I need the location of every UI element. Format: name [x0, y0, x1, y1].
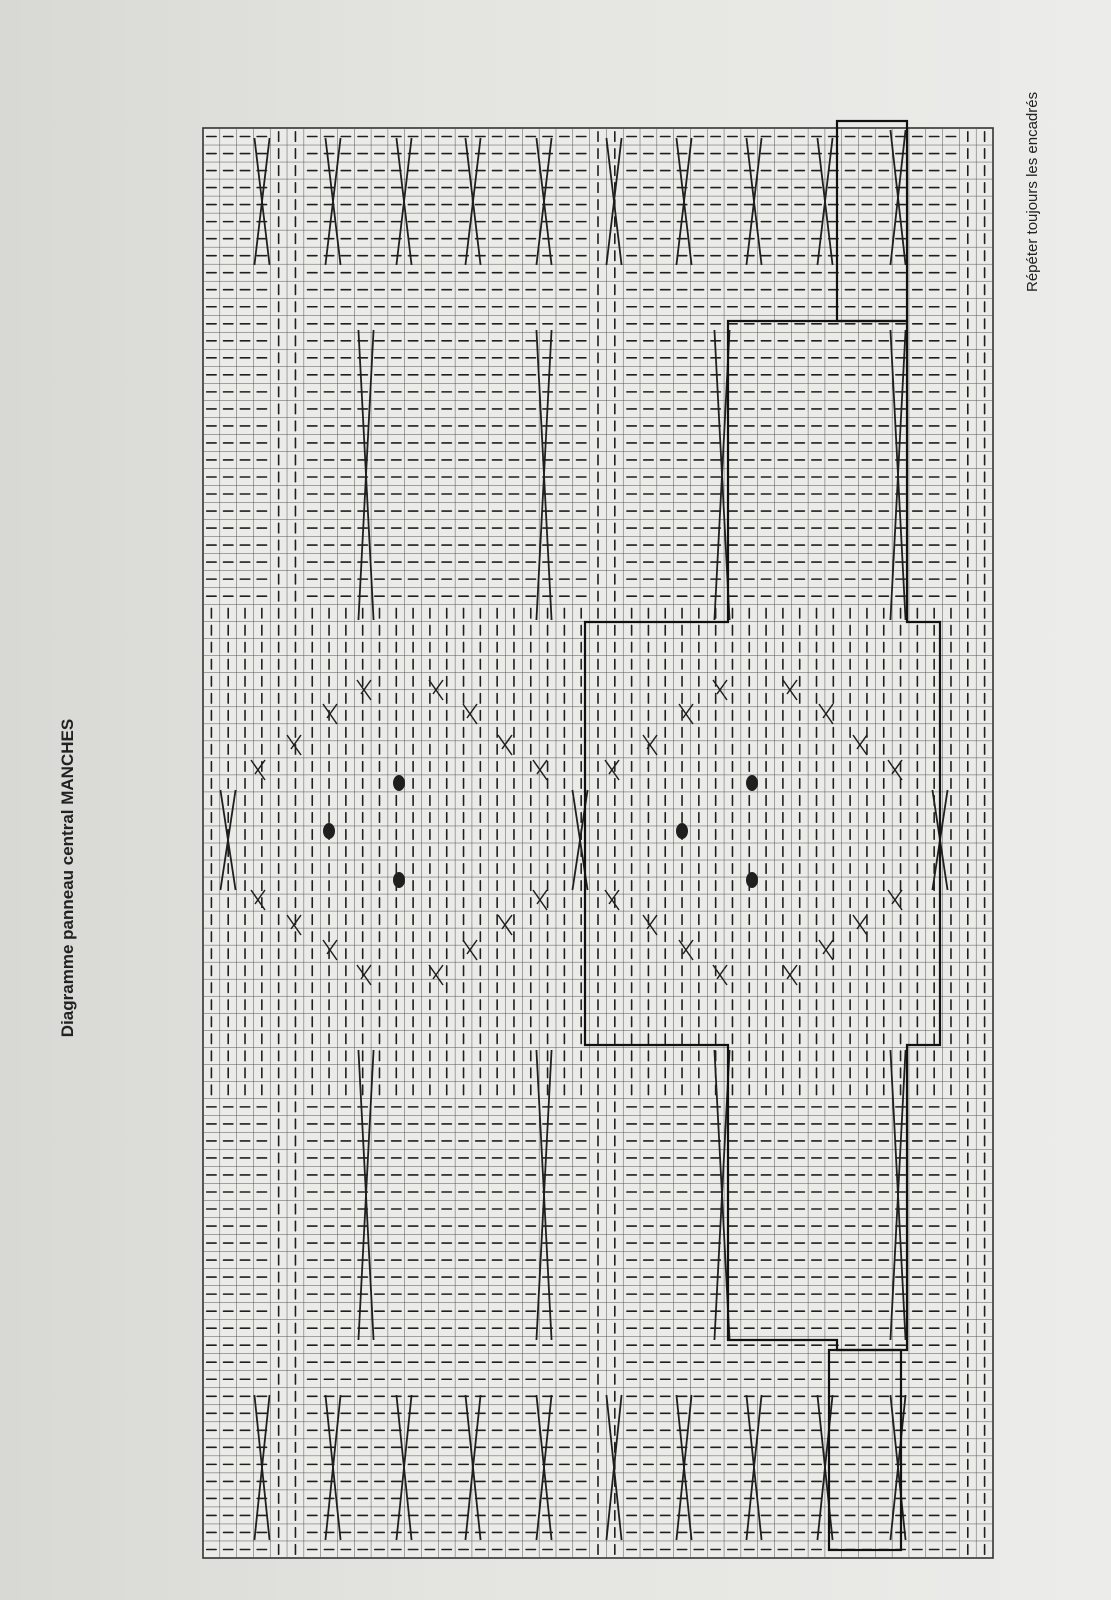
bobble-dot — [393, 872, 405, 888]
bobble-dot — [323, 823, 335, 839]
repeat-note: Répéter toujours les encadrés — [1024, 91, 1041, 292]
bobble-dot — [746, 775, 758, 791]
bobble-dot — [676, 823, 688, 839]
bobble-dot — [746, 872, 758, 888]
bobble-dot — [393, 775, 405, 791]
diagram-title: Diagramme panneau central MANCHES — [58, 718, 77, 1038]
